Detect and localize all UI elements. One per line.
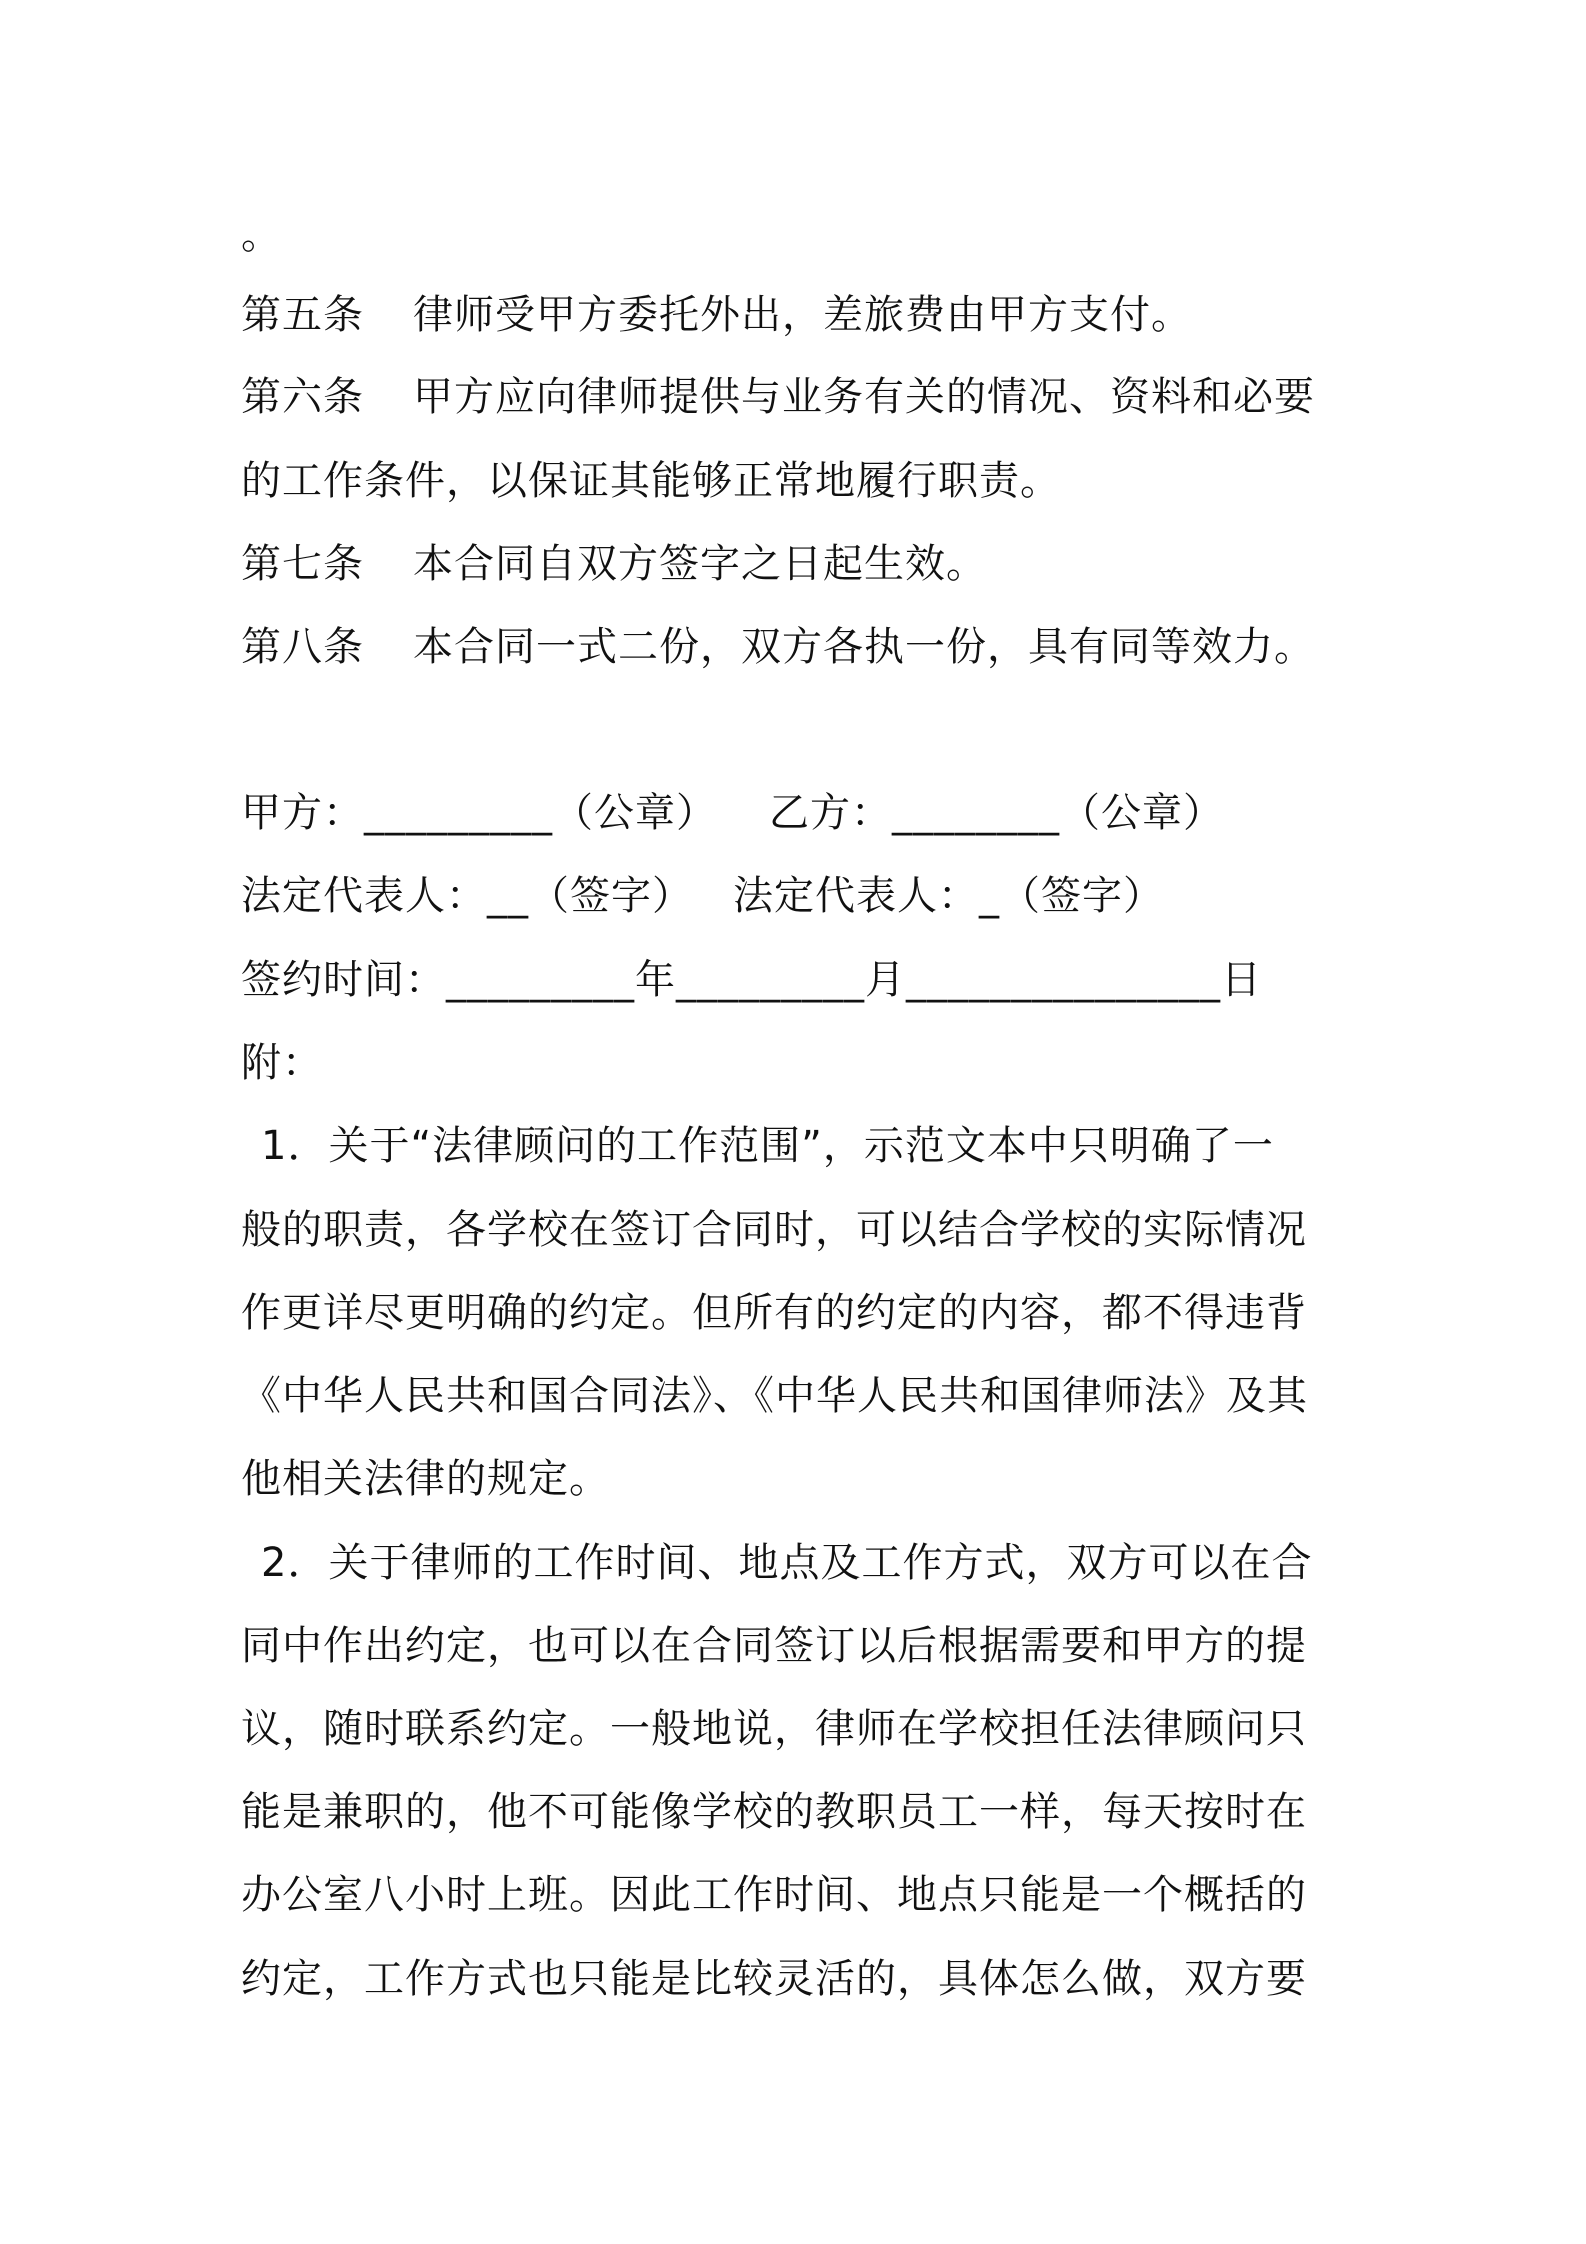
article-5 bbox=[241, 290, 1361, 340]
note-2-line-5: 办公室八小时上班。因此工作时间、地点只能是一个概括的 bbox=[241, 1872, 1307, 1918]
note-1-line-3: 作更详尽更明确的约定。但所有的约定的内容，都不得违背 bbox=[241, 1290, 1307, 1336]
signature-party-line bbox=[241, 788, 1361, 838]
article-6 bbox=[241, 372, 1361, 422]
note-2-line-2: 同中作出约定，也可以在合同签订以后根据需要和甲方的提 bbox=[241, 1623, 1307, 1669]
article-7 bbox=[241, 539, 1361, 589]
note-2-line-4: 能是兼职的，他不可能像学校的教职员工一样，每天按时在 bbox=[241, 1789, 1307, 1835]
party-b-seal: 乙方：________（公章） bbox=[769, 790, 1224, 836]
article-text: 本合同自双方签字之日起生效。 bbox=[413, 541, 987, 587]
note-2-line-1: 2．关于律师的工作时间、地点及工作方式，双方可以在合 bbox=[261, 1540, 1313, 1586]
signature-representative-line bbox=[241, 871, 1361, 921]
party-b-representative: 法定代表人：_（签字） bbox=[733, 873, 1164, 919]
article-6-continued: 的工作条件，以保证其能够正常地履行职责。 bbox=[241, 458, 1061, 504]
appendix-label: 附： bbox=[241, 1040, 323, 1086]
article-text: 本合同一式二份，双方各执一份，具有同等效力。 bbox=[413, 624, 1315, 670]
article-number: 第七条 bbox=[241, 541, 364, 587]
signing-date: 签约时间：_________年_________月_______________日 bbox=[241, 957, 1262, 1003]
party-a-seal: 甲方：_________（公章） bbox=[241, 790, 717, 836]
article-number: 第五条 bbox=[241, 292, 364, 338]
party-a-representative: 法定代表人：__（签字） bbox=[241, 873, 693, 919]
previous-fragment: 。 bbox=[241, 212, 282, 258]
article-number: 第六条 bbox=[241, 374, 364, 420]
article-number: 第八条 bbox=[241, 624, 364, 670]
note-1-line-5: 他相关法律的规定。 bbox=[241, 1456, 610, 1502]
note-2-line-6: 约定，工作方式也只能是比较灵活的，具体怎么做，双方要 bbox=[241, 1956, 1307, 2002]
note-1-line-1: 1．关于“法律顾问的工作范围”，示范文本中只明确了一 bbox=[261, 1123, 1274, 1169]
article-8 bbox=[241, 622, 1361, 672]
article-text: 律师受甲方委托外出，差旅费由甲方支付。 bbox=[413, 292, 1192, 338]
note-1-line-2: 般的职责，各学校在签订合同时，可以结合学校的实际情况 bbox=[241, 1207, 1307, 1253]
article-text: 甲方应向律师提供与业务有关的情况、资料和必要 bbox=[413, 374, 1315, 420]
note-1-line-4: 《中华人民共和国合同法》、《中华人民共和国律师法》及其 bbox=[241, 1373, 1308, 1419]
note-2-line-3: 议，随时联系约定。一般地说，律师在学校担任法律顾问只 bbox=[241, 1706, 1307, 1752]
